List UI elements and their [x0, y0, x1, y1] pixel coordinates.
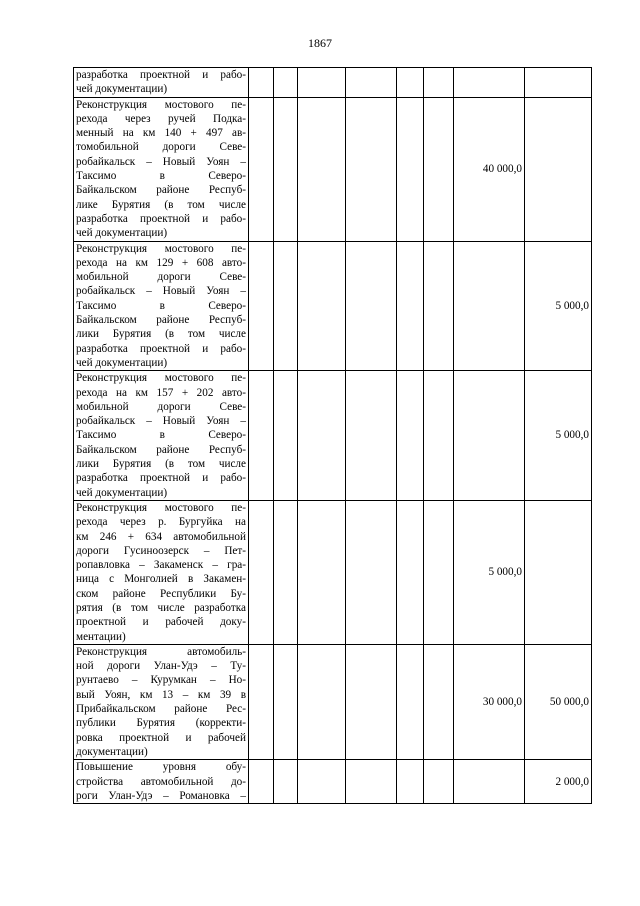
empty-cell — [397, 371, 424, 501]
amount-cell-a — [454, 68, 525, 98]
amount-cell-b — [525, 97, 592, 241]
empty-cell — [298, 760, 346, 804]
empty-cell — [249, 760, 274, 804]
description-line: Байкальском районе Респуб- — [76, 443, 246, 456]
empty-cell — [274, 644, 298, 759]
description-line: рятия (в том числе разработка — [76, 601, 246, 614]
description-line: км 246 + 634 автомобильной — [76, 530, 246, 543]
empty-cell — [298, 644, 346, 759]
description-line: лики Бурятия (в том числе — [76, 328, 246, 341]
description-line: Таксимо в Северо- — [76, 299, 246, 312]
row-description — [74, 500, 249, 644]
page-number: 1867 — [308, 36, 332, 50]
description-line: рехода через р. Бургуйка на — [76, 516, 246, 529]
description-line: рунтаево – Курумкан – Но- — [76, 674, 246, 687]
table-row — [74, 371, 592, 501]
empty-cell — [424, 371, 454, 501]
description-line: мобильной дороги Севе- — [76, 271, 246, 284]
empty-cell — [424, 760, 454, 804]
description-line: Байкальском районе Респуб- — [76, 314, 246, 327]
description-line: Байкальском районе Респуб- — [76, 184, 246, 197]
table-row — [74, 68, 592, 98]
description-line: ментации) — [76, 630, 126, 643]
description-line: Прибайкальском районе Рес- — [76, 703, 246, 716]
empty-cell — [424, 97, 454, 241]
amount-cell-a — [454, 760, 525, 804]
empty-cell — [298, 97, 346, 241]
table-row — [74, 644, 592, 759]
budget-table — [73, 67, 592, 804]
description-line: ной дороги Улан-Удэ – Ту- — [76, 660, 246, 673]
empty-cell — [274, 68, 298, 98]
empty-cell — [274, 241, 298, 371]
empty-cell — [424, 644, 454, 759]
empty-cell — [274, 760, 298, 804]
empty-cell — [274, 371, 298, 501]
empty-cell — [249, 371, 274, 501]
table-row — [74, 760, 592, 804]
row-description — [74, 241, 249, 371]
description-line: робайкальск – Новый Уоян – — [76, 415, 246, 428]
empty-cell — [274, 500, 298, 644]
description-line: Реконструкция автомобиль- — [76, 645, 246, 658]
description-line: дороги Гусиноозерск – Пет- — [76, 544, 246, 557]
amount-cell-b: 2 000,0 — [525, 760, 592, 804]
amount-cell-a: 30 000,0 — [454, 644, 525, 759]
empty-cell — [249, 68, 274, 98]
table-row — [74, 500, 592, 644]
description-line: ровка проектной и рабочей — [76, 731, 246, 744]
row-description — [74, 644, 249, 759]
empty-cell — [346, 371, 397, 501]
empty-cell — [298, 68, 346, 98]
empty-cell — [346, 644, 397, 759]
description-line: документации) — [76, 745, 148, 758]
empty-cell — [274, 97, 298, 241]
description-line: чей документации) — [76, 227, 168, 240]
row-description — [74, 760, 249, 804]
empty-cell — [346, 241, 397, 371]
amount-cell-a — [454, 241, 525, 371]
description-line: роги Улан-Удэ – Романовка – — [76, 789, 246, 802]
description-line: робайкальск – Новый Уоян – — [76, 155, 246, 168]
empty-cell — [249, 500, 274, 644]
empty-cell — [249, 644, 274, 759]
row-description — [74, 97, 249, 241]
description-line: чей документации) — [76, 486, 168, 499]
description-line: ском районе Республики Бу- — [76, 587, 246, 600]
table-row — [74, 97, 592, 241]
description-line: Реконструкция мостового пе- — [76, 242, 246, 255]
description-line: проектной и рабочей доку- — [76, 616, 246, 629]
row-description — [74, 68, 249, 98]
description-line: Таксимо в Северо- — [76, 429, 246, 442]
amount-cell-b: 5 000,0 — [525, 241, 592, 371]
description-line: чей документации) — [76, 356, 168, 369]
table-row — [74, 241, 592, 371]
amount-cell-b: 50 000,0 — [525, 644, 592, 759]
row-description — [74, 371, 249, 501]
description-line: ропавловка – Закаменск – гра- — [76, 559, 246, 572]
amount-cell-b — [525, 68, 592, 98]
description-line: томобильной дороги Севе- — [76, 141, 246, 154]
amount-cell-b: 5 000,0 — [525, 371, 592, 501]
description-line: Таксимо в Северо- — [76, 170, 246, 183]
description-line: рехода на км 157 + 202 авто- — [76, 386, 246, 399]
description-line: разработка проектной и рабо- — [76, 69, 246, 81]
description-line: разработка проектной и рабо- — [76, 342, 246, 355]
description-line: Реконструкция мостового пе- — [76, 98, 246, 111]
description-line: Реконструкция мостового пе- — [76, 372, 246, 385]
description-line: стройства автомобильной до- — [76, 775, 246, 788]
empty-cell — [397, 68, 424, 98]
empty-cell — [397, 500, 424, 644]
amount-cell-a: 5 000,0 — [454, 500, 525, 644]
description-line: рехода на км 129 + 608 авто- — [76, 256, 246, 269]
empty-cell — [424, 241, 454, 371]
description-line: мобильной дороги Севе- — [76, 400, 246, 413]
description-line: разработка проектной и рабо- — [76, 212, 246, 225]
description-line: разработка проектной и рабо- — [76, 472, 246, 485]
description-line: лики Бурятия (в том числе — [76, 458, 246, 471]
empty-cell — [397, 644, 424, 759]
empty-cell — [298, 500, 346, 644]
empty-cell — [424, 68, 454, 98]
empty-cell — [397, 760, 424, 804]
description-line: чей документации) — [76, 83, 168, 96]
description-line: лике Бурятия (в том числе — [76, 198, 246, 211]
empty-cell — [249, 97, 274, 241]
empty-cell — [346, 68, 397, 98]
empty-cell — [298, 241, 346, 371]
empty-cell — [298, 371, 346, 501]
amount-cell-a: 40 000,0 — [454, 97, 525, 241]
description-line: Реконструкция мостового пе- — [76, 501, 246, 514]
description-line: публики Бурятия (корректи- — [76, 717, 246, 730]
empty-cell — [397, 97, 424, 241]
description-line: робайкальск – Новый Уоян – — [76, 285, 246, 298]
empty-cell — [397, 241, 424, 371]
empty-cell — [249, 241, 274, 371]
description-line: менный на км 140 + 497 ав- — [76, 127, 246, 140]
empty-cell — [424, 500, 454, 644]
description-line: рехода через ручей Подка- — [76, 112, 246, 125]
description-line: ница с Монголией в Закамен- — [76, 573, 246, 586]
amount-cell-a — [454, 371, 525, 501]
empty-cell — [346, 760, 397, 804]
description-line: вый Уоян, км 13 – км 39 в — [76, 688, 246, 701]
description-line: Повышение уровня обу- — [76, 761, 246, 774]
empty-cell — [346, 97, 397, 241]
empty-cell — [346, 500, 397, 644]
amount-cell-b — [525, 500, 592, 644]
